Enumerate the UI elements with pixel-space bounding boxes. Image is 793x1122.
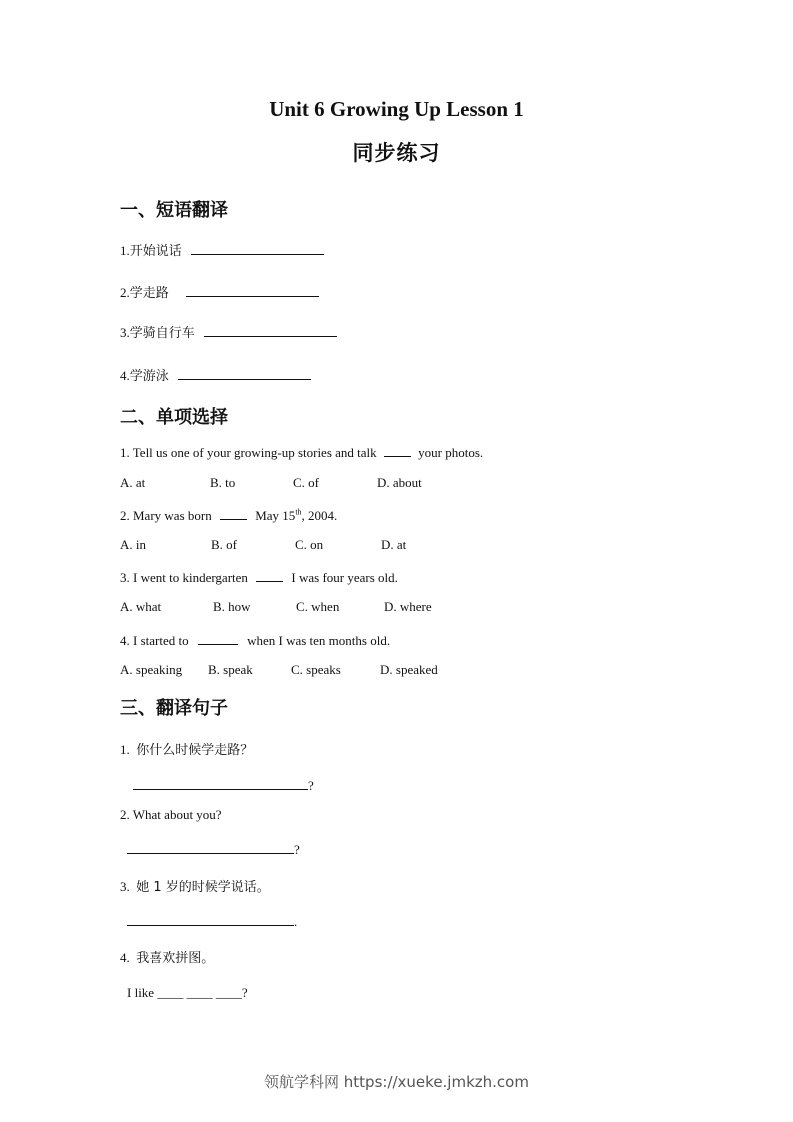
option-a[interactable]: A. in	[120, 537, 146, 552]
question-1	[120, 443, 483, 461]
phrase-item-3	[120, 322, 337, 341]
item-number: 3.	[120, 879, 130, 894]
option-b[interactable]: B. of	[211, 537, 237, 552]
answer-blank[interactable]	[186, 283, 319, 297]
item-number: 4.	[120, 368, 130, 383]
item-text: 学游泳	[129, 369, 169, 384]
footer-watermark: 领航学科网 https://xueke.jmkzh.com	[264, 1073, 529, 1091]
option-c[interactable]: C. of	[293, 475, 319, 490]
item-number: 1.	[120, 742, 130, 757]
item-number: 2.	[120, 807, 130, 822]
translate-item-2	[120, 807, 222, 823]
item-number: 4.	[120, 950, 130, 965]
section1-heading: 一、短语翻译	[120, 200, 228, 221]
answer-punctuation: ?	[308, 778, 314, 793]
answer-blank[interactable]	[178, 366, 311, 380]
option-b[interactable]: B. speak	[208, 662, 253, 677]
item-text: 她 1 岁的时候学说话。	[136, 880, 270, 895]
phrase-item-1	[120, 240, 324, 259]
item-text: 我喜欢拼图。	[136, 951, 215, 966]
answer-line-2	[127, 840, 300, 858]
item-text: 开始说话	[129, 244, 182, 259]
document-title: Unit 6 Growing Up Lesson 1	[269, 97, 524, 121]
question-text-end: your photos.	[418, 445, 484, 460]
option-d[interactable]: D. about	[377, 475, 422, 490]
answer-punctuation: .	[294, 914, 298, 929]
item-text: 学骑自行车	[129, 326, 195, 341]
option-c[interactable]: C. when	[296, 599, 340, 614]
answer-blank[interactable]	[384, 443, 411, 457]
question-text: 1. Tell us one of your growing-up stories and talk	[120, 445, 377, 460]
question-3	[120, 568, 398, 586]
phrase-item-4	[120, 365, 311, 384]
item-number: 3.	[120, 325, 130, 340]
question-text: 3. I went to kindergarten	[120, 570, 248, 585]
answer-blank[interactable]	[127, 840, 294, 854]
ordinal-suffix: th	[295, 507, 302, 517]
answer-punctuation: ?	[294, 842, 300, 857]
question-4	[120, 631, 390, 649]
question-text: 4. I started to	[120, 633, 189, 648]
translate-item-4	[120, 947, 214, 966]
document-subtitle: 同步练习	[352, 141, 441, 165]
question-text-year: , 2004.	[301, 508, 338, 523]
answer-line-3	[127, 912, 297, 930]
item-number: 2.	[120, 285, 130, 300]
section2-heading: 二、单项选择	[120, 407, 228, 428]
question-text-end: May 15	[255, 508, 296, 523]
section3-heading: 三、翻译句子	[120, 698, 228, 719]
option-c[interactable]: C. on	[295, 537, 324, 552]
question-text-end: I was four years old.	[291, 570, 398, 585]
question-text: 2. Mary was born	[120, 508, 212, 523]
answer-line-1	[133, 776, 314, 794]
answer-blank[interactable]	[127, 912, 294, 926]
answer-blank[interactable]	[191, 241, 324, 255]
item-text: What about you?	[132, 807, 222, 822]
item-text: 你什么时候学走路？	[136, 743, 254, 758]
option-a[interactable]: A. what	[120, 599, 162, 614]
answer-line-4: I like ____ ____ ____?	[127, 985, 248, 1000]
item-number: 1.	[120, 243, 130, 258]
phrase-item-2	[120, 282, 319, 301]
option-c[interactable]: C. speaks	[291, 662, 341, 677]
answer-blank[interactable]	[204, 323, 337, 337]
answer-blank[interactable]	[133, 776, 308, 790]
question-text-end: when I was ten months old.	[247, 633, 391, 648]
translate-item-3	[120, 876, 270, 895]
answer-blank[interactable]	[256, 568, 283, 582]
option-d[interactable]: D. at	[381, 537, 407, 552]
answer-blank[interactable]	[220, 506, 247, 520]
option-a[interactable]: A. at	[120, 475, 146, 490]
option-d[interactable]: D. speaked	[380, 662, 438, 677]
answer-blank[interactable]	[198, 631, 238, 645]
translate-item-1	[120, 739, 253, 758]
option-b[interactable]: B. how	[213, 599, 251, 614]
option-d[interactable]: D. where	[384, 599, 432, 614]
item-text: 学走路	[129, 286, 169, 301]
question-2	[120, 506, 337, 524]
option-b[interactable]: B. to	[210, 475, 236, 490]
option-a[interactable]: A. speaking	[120, 662, 183, 677]
